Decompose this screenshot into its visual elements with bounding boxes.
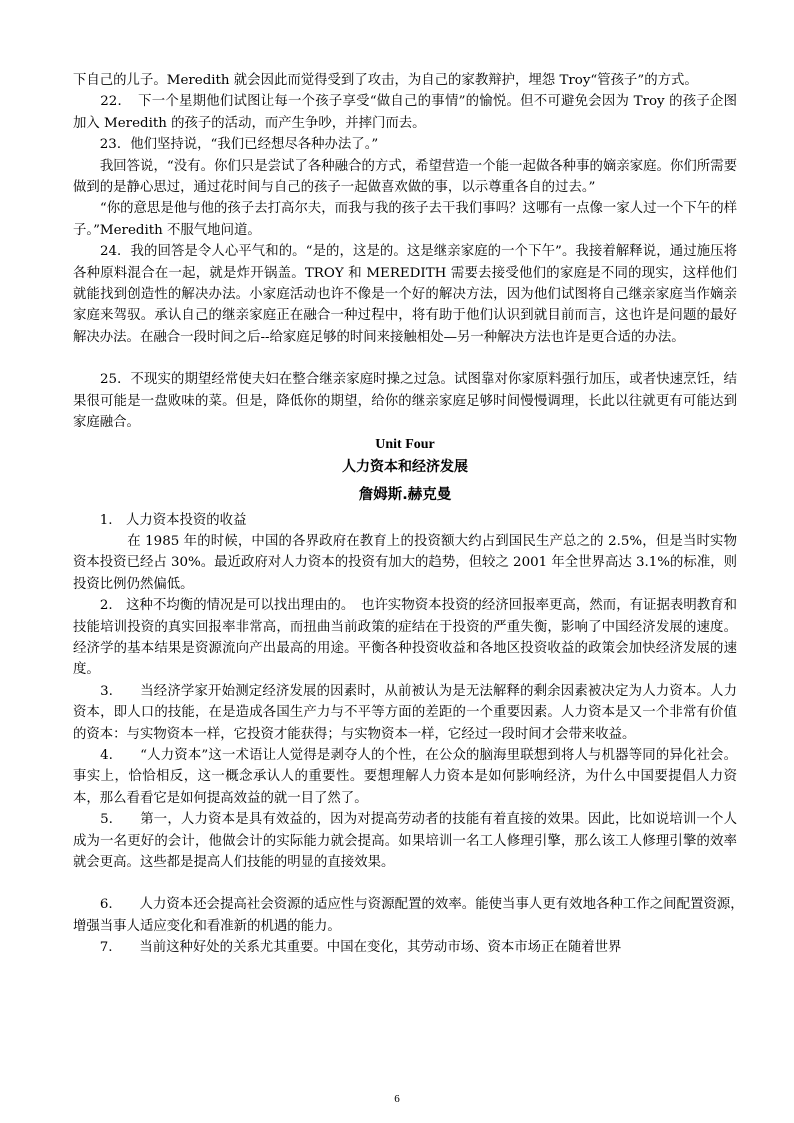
spacer [73, 348, 737, 369]
paragraph: 7. 当前这种好处的关系尤其重要。中国在变化，其劳动市场、资本市场正在随着世界 [73, 940, 622, 956]
paragraph: 我回答说，“没有。你们只是尝试了各种融合的方式，希望营造一个能一起做各种事的嫡亲家庭。你们所需要做到的是静心思过，通过花时间与自己的孩子一起做喜欢做的事，以示尊重各自的过去。” [73, 158, 737, 196]
author-name: 詹姆斯.赫克曼 [358, 486, 452, 503]
paragraph: 3. 当经济学家开始测定经济发展的因素时，从前被认为是无法解释的剩余因素被决定为人力资本。人力资本，即人口的技能，在是造成各国生产力与不平等方面的差距的一个重要因素。人力资本是又一个非常有价值的资本：与实物资本一样，它投资才能获得；与实物资本一样，它经过一段时间才会带来收益。 [73, 683, 737, 742]
paragraph: 2. 这种不均衡的情况是可以找出理由的。 也许实物资本投资的经济回报率更高，然而，有证据表明教育和技能培训投资的真实回报率非常高，而扭曲当前政策的症结在于投资的严重失衡，影响了中国经济发展的速度。经济学的基本结果是资源流向产出最高的用途。平衡各种投资收益和各地区投资收益的政策会加快经济发展的速度。 [73, 598, 737, 678]
paragraph: 24．我的回答是令人心平气和的。“是的，这是的。这是继亲家庭的一个下午”。我接着解释说，通过施压将各种原料混合在一起，就是炸开锅盖。TROY 和 MEREDITH 需要去接受他们的家庭是不同的现实，这样他们就能找到创造性的解决办法。小家庭活动也许不像是一个好的解决方法，因为他们试图将自己继亲家庭当作嫡亲家庭来驾驭。承认自己的继亲家庭正在融合一种过程中，将有助于他们认识到就目前而言，这也许是问题的最好解决办法。在融合一段时间之后--给家庭足够的时间来接触相处—另一种解决方法也许是更合适的办法。 [73, 244, 737, 345]
paragraph: 在 1985 年的时候，中国的各界政府在教育上的投资额大约占到国民生产总之的 2.5%，但是当时实物资本投资已经占 30%。最近政府对人力资本的投资有加大的趋势，但较之 2001 年全世界高达 3.1%的标准，则投资比例仍然偏低。 [73, 533, 737, 592]
document-page [73, 70, 751, 959]
paragraph: “你的意思是他与他的孩子去打高尔夫，而我与我的孩子去干我们事吗？这哪有一点像一家人过一个下午的样子。”Meredith 不服气地问道。 [73, 201, 737, 238]
paragraph: 25．不现实的期望经常使夫妇在整合继亲家庭时操之过急。试图靠对你家原料强行加压，或者快速烹饪，结果很可能是一盘败味的菜。但是，降低你的期望，给你的继亲家庭足够时间慢慢调理，长此以往就更有可能达到家庭融合。 [73, 372, 737, 431]
page-number: 6 [394, 1093, 400, 1105]
spacer [73, 873, 737, 894]
paragraph: 5. 第一，人力资本是具有效益的，因为对提高劳动者的技能有着直接的效果。因此，比如说培训一个人成为一名更好的会计，他做会计的实际能力就会提高。如果培训一名工人修理引擎，那么该工人修理引擎的效率就会更高。这些都是提高人们技能的明显的直接效果。 [73, 812, 737, 870]
unit-subtitle: 人力资本和经济发展 [342, 458, 468, 475]
paragraph: 下自己的儿子。Meredith 就会因此而觉得受到了攻击，为自己的家教辩护，埋怨 Troy“管孩子”的方式。 [73, 73, 698, 88]
paragraph: 4. “人力资本”这一术语让人觉得是剥夺人的个性，在公众的脑海里联想到将人与机器等同的异化社会。事实上，恰恰相反，这一概念承认人的重要性。要想理解人力资本是如何影响经济，为什么中国要提倡人力资本，那么看看它是如何提高效益的就一目了然了。 [73, 747, 737, 806]
paragraph: 6. 人力资本还会提高社会资源的适应性与资源配置的效率。能使当事人更有效地各种工作之间配置资源， 增强当事人适应变化和看准新的机遇的能力。 [73, 897, 751, 934]
paragraph: 23．他们坚持说，“我们已经想尽各种办法了。” [73, 137, 379, 153]
section-heading: 1. 人力资本投资的收益 [73, 512, 247, 528]
paragraph: 22． 下一个星期他们试图让每一个孩子享受“做自己的事情”的愉悦。但不可避免会因为 Troy 的孩子企图加入 Meredith 的孩子的活动，而产生争吵，并摔门而去。 [73, 94, 737, 131]
unit-title: Unit Four [375, 436, 435, 452]
